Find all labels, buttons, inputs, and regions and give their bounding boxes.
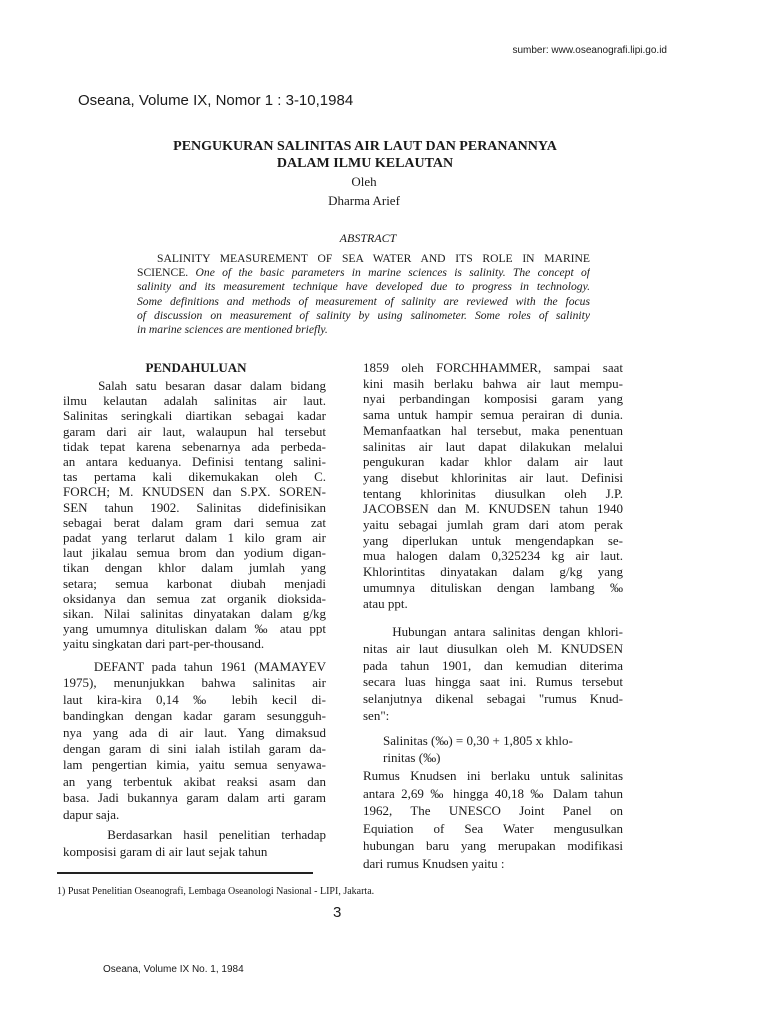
section-heading: PENDAHULUAN (145, 360, 247, 375)
paragraph (63, 826, 326, 860)
paragraph (363, 767, 623, 873)
text-line: Some definitions and methods of measurement of salinity are reviewed with the focus (137, 294, 590, 308)
title-line-1: PENGUKURAN SALINITAS AIR LAUT DAN PERANANNYA (173, 139, 557, 154)
footnote-rule (57, 872, 313, 874)
text-line: sebagai berat dalam gram dari semua zat (63, 514, 326, 530)
text-line: of discussion on measurement of salinity by using salinometer. Some roles of salinity (137, 308, 590, 322)
text-line: mua halogen dalam 0,325234 kg air laut. (363, 548, 623, 564)
text-line: yaitu sebagai jumlah gram dari atom perak (363, 517, 623, 533)
paragraph (363, 624, 623, 725)
abstract-title-end: SCIENCE. (137, 266, 189, 280)
text-line: atau ppt. (363, 595, 408, 611)
footer: Oseana, Volume IX No. 1, 1984 (103, 964, 244, 975)
text-line: tikan dengan khlor dalam jumlah yang (63, 560, 326, 576)
text-line: antara 2,69 ‰ hingga 40,18 ‰ Dalam tahun (363, 785, 623, 801)
text-line: padat yang terlarut dalam 1 kilo gram air (63, 530, 326, 546)
text-line: Salinitas (‰) = 0,30 + 1,805 x khlo- (383, 733, 573, 748)
text-line: Salinitas seringkali diartikan sebagai kadar (63, 408, 326, 424)
text-line: pengukuran kadar khlor dalam air laut (363, 454, 623, 470)
text-line: bandingkan dengan kadar garam sesungguh- (63, 708, 326, 724)
text-line: in marine sciences are mentioned briefly. (137, 323, 328, 337)
text-line: ilmu kelautan adalah salinitas air laut. (63, 393, 326, 409)
paragraph (63, 378, 326, 652)
text-line: yaitu singkatan dari part-per-thousand. (63, 636, 265, 652)
text-line: umumnya dituliskan dengan lambang ‰ (363, 579, 623, 595)
text-line: dengan garam di sini ialah istilah garam da- (63, 741, 326, 757)
paragraph (63, 659, 326, 823)
paragraph (363, 360, 623, 611)
text-line: Salah satu besaran dasar dalam bidang (63, 378, 326, 393)
text-line: komposisi garam di air laut sejak tahun (63, 844, 268, 859)
text-line: rinitas (‰) (383, 750, 441, 765)
text-line: SALINITY MEASUREMENT OF SEA WATER AND ITS ROLE IN MARINE (157, 252, 590, 265)
text-line: setara; semua karbonat diubah menjadi (63, 575, 326, 591)
text-line: dari rumus Knudsen yaitu : (363, 855, 505, 871)
journal-header: Oseana, Volume IX, Nomor 1 : 3-10,1984 (78, 92, 354, 109)
text-line: hubungan baru yang merupakan modifikasi (363, 838, 623, 854)
text-line: garam dari air laut, walaupun hal tersebut (63, 423, 326, 439)
abstract-heading: ABSTRACT (339, 231, 397, 245)
text-line: laut jikalau semua brom dan yodium digan- (63, 545, 326, 561)
text-line: 1975), menunjukkan bahwa salinitas air (63, 675, 326, 691)
text-line: 1962, The UNESCO Joint Panel on (363, 803, 623, 819)
abstract-body (137, 252, 590, 337)
text-line: salinity and its measurement technique have developed due to progress in technology. (137, 280, 590, 294)
text-line: nyai perbandingan komposisi garam yang (363, 391, 623, 407)
text-line: SCIENCE. One of the basic parameters in marine sciences is salinity. The concept of (137, 266, 590, 280)
text-line: Equiation of Sea Water mengusulkan (363, 820, 623, 836)
text-line: an antara keduanya. Definisi tentang salini- (63, 454, 326, 470)
text-line: kini masih berlaku bahwa air laut mempu- (363, 375, 623, 391)
text-line: DEFANT pada tahun 1961 (MAMAYEV (63, 659, 326, 674)
text-line: Memanfaatkan hal tersebut, maka penentuan (363, 422, 623, 438)
formula (383, 732, 623, 766)
text-line: yang diperlukan untuk mengendapkan se- (363, 532, 623, 548)
text-line: Rumus Knudsen ini berlaku untuk salinitas (363, 768, 623, 783)
text-line: JACOBSEN dan M. KNUDSEN tahun 1940 (363, 501, 623, 517)
text-line: sama untuk hampir semua perairan di dunia. (363, 407, 623, 423)
text-line: FORCH; M. KNUDSEN dan S.PX. SOREN- (63, 484, 326, 500)
text-line: yang umumnya dituliskan dalam ‰ atau ppt (63, 621, 326, 637)
text-line: selanjutnya dikenal sebagai "rumus Knud- (363, 691, 623, 707)
text-line: secara luas hingga saat ini. Rumus tersebut (363, 674, 623, 690)
text-line: nitas air laut diusulkan oleh M. KNUDSEN (363, 640, 623, 656)
text-line: tidak tepat karena sebenarnya ada perbeda- (63, 438, 326, 454)
text-line: sen": (363, 707, 390, 723)
text-line: Hubungan antara salinitas dengan khlori- (363, 624, 623, 639)
footnote: 1) Pusat Penelitian Oseanografi, Lembaga Oseanologi Nasional - LIPI, Jakarta. (57, 886, 375, 897)
text-line: yang disebut khlorinitas air laut. Definisi (363, 469, 623, 485)
text-line: dapur saja. (63, 806, 120, 822)
text-line: tentang khlorinitas diusulkan oleh J.P. (363, 485, 623, 501)
text-line: sikan. Nilai salinitas dinyatakan dalam g/kg (63, 606, 326, 622)
text-line: basa. Jadi bukannya garam dalam arti garam (63, 790, 326, 806)
text-line: salinitas air laut dapat dilakukan melalui (363, 438, 623, 454)
text-line: Khlorintitas dinyatakan dalam g/kg yang (363, 564, 623, 580)
title-line-2: DALAM ILMU KELAUTAN (276, 156, 454, 171)
page-number: 3 (333, 904, 342, 921)
text-line: tas pertama kali dikemukakan oleh C. (63, 469, 326, 485)
text-line: nya yang ada di air laut. Yang dimaksud (63, 724, 326, 740)
text-line: 1859 oleh FORCHHAMMER, sampai saat (363, 360, 623, 375)
text-line: SEN tahun 1902. Salinitas didefinisikan (63, 499, 326, 515)
author-name: Dharma Arief (328, 193, 400, 208)
text-line: oksidanya dan semua zat organik dioksida- (63, 590, 326, 606)
text-line: an yang terbentuk akibat reaksi asam dan (63, 773, 326, 789)
text-line: lam pengertian kimia, yaitu semua senyawa- (63, 757, 326, 773)
text-line: Berdasarkan hasil penelitian terhadap (63, 827, 326, 842)
text-line: laut kira-kira 0,14 ‰ lebih kecil di- (63, 691, 326, 707)
source-note: sumber: www.oseanografi.lipi.go.id (512, 45, 667, 56)
byline-oleh: Oleh (351, 174, 377, 189)
text-line: pada tahun 1901, dan kemudian diterima (363, 657, 623, 673)
